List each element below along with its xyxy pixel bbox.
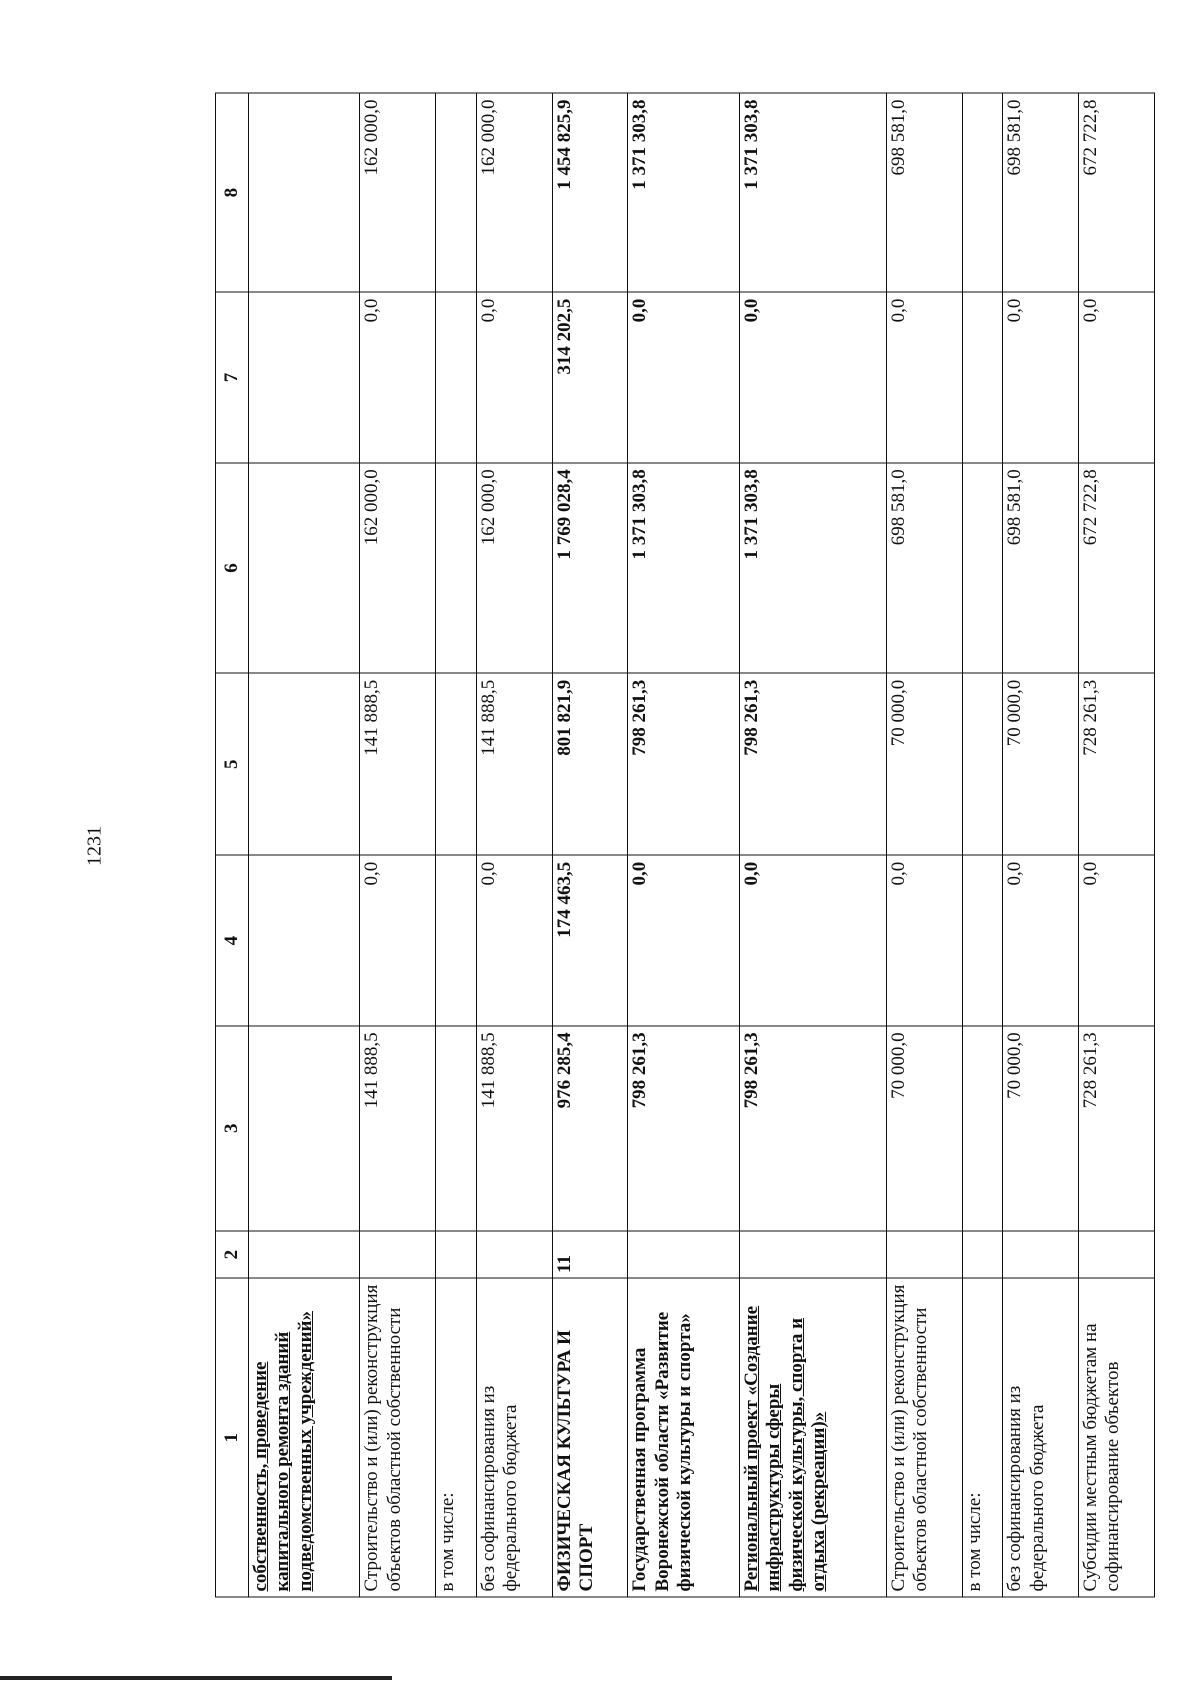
table-row [360, 93, 436, 1597]
row-value-cell-col-4: 0,0 [1003, 855, 1079, 1026]
page-number: 1231 [83, 826, 106, 866]
row-name-cell [1079, 1278, 1155, 1597]
row-value-cell-col-7: 0,0 [1079, 292, 1155, 463]
column-header-7: 7 [216, 292, 249, 463]
row-value-cell-col-4 [962, 855, 1002, 1026]
row-value-cell-col-5 [249, 673, 360, 855]
row-value-cell-col-5: 798 261,3 [628, 673, 739, 855]
row-code-cell [1003, 1231, 1079, 1279]
header-row [216, 93, 249, 1597]
row-name-text: Субсидии местным бюджетам на софинансирование объектов [1080, 1323, 1124, 1592]
table-row [249, 93, 360, 1597]
row-name-text: без софинансирования из федерального бюджета [477, 1385, 522, 1592]
row-value-cell-col-5: 798 261,3 [739, 673, 886, 855]
row-value-cell-col-5 [962, 673, 1002, 855]
row-value-cell-col-8 [249, 93, 360, 292]
row-name-cell [476, 1278, 552, 1597]
row-code-cell [628, 1231, 739, 1279]
row-name-text: Государственная программа Воронежской области «Развитие физической культуры и спорта» [629, 1311, 696, 1592]
row-value-cell-col-7: 0,0 [476, 292, 552, 463]
row-value-cell-col-3: 141 888,5 [476, 1026, 552, 1231]
row-value-cell-col-8: 162 000,0 [476, 93, 552, 292]
row-value-cell-col-8: 698 581,0 [886, 93, 962, 292]
row-value-cell-col-4 [249, 855, 360, 1026]
column-header-5: 5 [216, 673, 249, 855]
column-header-1: 1 [216, 1278, 249, 1597]
row-name-text: в том числе: [437, 1492, 459, 1592]
table-row [552, 93, 628, 1597]
row-value-cell-col-7 [436, 292, 476, 463]
row-value-cell-col-5: 801 821,9 [552, 673, 628, 855]
row-value-cell-col-6: 1 769 028,4 [552, 463, 628, 673]
row-value-cell-col-7 [962, 292, 1002, 463]
row-value-cell-col-6 [249, 463, 360, 673]
row-code-cell [436, 1231, 476, 1279]
bottom-divider [0, 1676, 392, 1680]
row-value-cell-col-3: 798 261,3 [739, 1026, 886, 1231]
budget-table-wrapper [215, 93, 1155, 1598]
row-name-cell [886, 1278, 962, 1597]
row-value-cell-col-3: 141 888,5 [360, 1026, 436, 1231]
row-value-cell-col-6 [436, 463, 476, 673]
row-value-cell-col-7: 0,0 [1003, 292, 1079, 463]
row-code-cell: 11 [552, 1231, 628, 1279]
table-row [739, 93, 886, 1597]
row-value-cell-col-6: 162 000,0 [360, 463, 436, 673]
row-name-text: Строительство и (или) реконструкция объектов областной собственности [887, 1284, 932, 1592]
row-value-cell-col-6: 1 371 303,8 [628, 463, 739, 673]
row-value-cell-col-4: 0,0 [360, 855, 436, 1026]
row-value-cell-col-4 [436, 855, 476, 1026]
row-name-cell [436, 1278, 476, 1597]
row-code-cell [360, 1231, 436, 1279]
row-code-cell [886, 1231, 962, 1279]
row-value-cell-col-3: 70 000,0 [886, 1026, 962, 1231]
row-value-cell-col-5: 141 888,5 [476, 673, 552, 855]
column-header-6: 6 [216, 463, 249, 673]
row-name-text: без софинансирования из федерального бюджета [1004, 1385, 1048, 1592]
row-code-cell [962, 1231, 1002, 1279]
row-value-cell-col-4: 0,0 [739, 855, 886, 1026]
row-value-cell-col-3: 976 285,4 [552, 1026, 628, 1231]
row-name-cell [552, 1278, 628, 1597]
row-value-cell-col-6: 698 581,0 [886, 463, 962, 673]
row-value-cell-col-4: 0,0 [476, 855, 552, 1026]
row-name-cell [360, 1278, 436, 1597]
column-header-3: 3 [216, 1026, 249, 1231]
row-value-cell-col-4: 0,0 [628, 855, 739, 1026]
row-value-cell-col-3 [436, 1026, 476, 1231]
row-value-cell-col-6: 1 371 303,8 [739, 463, 886, 673]
budget-table [215, 93, 1155, 1598]
row-value-cell-col-8: 162 000,0 [360, 93, 436, 292]
row-value-cell-col-3 [962, 1026, 1002, 1231]
row-value-cell-col-4: 0,0 [1079, 855, 1155, 1026]
row-code-cell [249, 1231, 360, 1279]
row-code-cell [739, 1231, 886, 1279]
row-value-cell-col-3 [249, 1026, 360, 1231]
row-name-text: в том числе: [963, 1492, 985, 1592]
column-header-4: 4 [216, 855, 249, 1026]
row-value-cell-col-8: 1 371 303,8 [739, 93, 886, 292]
row-value-cell-col-5: 70 000,0 [1003, 673, 1079, 855]
row-value-cell-col-8: 1 371 303,8 [628, 93, 739, 292]
row-value-cell-col-6 [962, 463, 1002, 673]
row-value-cell-col-7: 314 202,5 [552, 292, 628, 463]
row-value-cell-col-3: 728 261,3 [1079, 1026, 1155, 1231]
table-body [249, 93, 1155, 1597]
table-row [476, 93, 552, 1597]
row-value-cell-col-7: 0,0 [628, 292, 739, 463]
row-value-cell-col-5: 70 000,0 [886, 673, 962, 855]
row-value-cell-col-6: 162 000,0 [476, 463, 552, 673]
row-value-cell-col-8: 1 454 825,9 [552, 93, 628, 292]
row-value-cell-col-8: 672 722,8 [1079, 93, 1155, 292]
table-row [628, 93, 739, 1597]
row-value-cell-col-8 [962, 93, 1002, 292]
row-name-text: Региональный проект «Создание инфраструктуры сферы физической культуры, спорта и отдыха (рекреации)» [740, 1305, 830, 1592]
row-value-cell-col-7 [249, 292, 360, 463]
row-value-cell-col-7: 0,0 [886, 292, 962, 463]
row-value-cell-col-5: 728 261,3 [1079, 673, 1155, 855]
row-value-cell-col-7: 0,0 [360, 292, 436, 463]
row-value-cell-col-3: 70 000,0 [1003, 1026, 1079, 1231]
row-value-cell-col-8: 698 581,0 [1003, 93, 1079, 292]
row-code-cell [476, 1231, 552, 1279]
row-name-text: собственность, проведение капитального ремонта зданий подведомственных учреждений» [250, 1311, 316, 1592]
row-name-cell [1003, 1278, 1079, 1597]
row-name-cell [628, 1278, 739, 1597]
row-code-cell [1079, 1231, 1155, 1279]
row-name-cell [249, 1278, 360, 1597]
table-row [1079, 93, 1155, 1597]
row-name-cell [962, 1278, 1002, 1597]
row-value-cell-col-4: 0,0 [886, 855, 962, 1026]
row-value-cell-col-8 [436, 93, 476, 292]
table-row [436, 93, 476, 1597]
column-header-2: 2 [216, 1231, 249, 1279]
row-name-text: Строительство и (или) реконструкция объектов областной собственности [361, 1284, 405, 1592]
row-value-cell-col-5 [436, 673, 476, 855]
row-value-cell-col-6: 698 581,0 [1003, 463, 1079, 673]
table-row [962, 93, 1002, 1597]
row-name-text: ФИЗИЧЕСКАЯ КУЛЬТУРА И СПОРТ [553, 1330, 597, 1592]
row-value-cell-col-3: 798 261,3 [628, 1026, 739, 1231]
row-value-cell-col-4: 174 463,5 [552, 855, 628, 1026]
row-value-cell-col-6: 672 722,8 [1079, 463, 1155, 673]
row-value-cell-col-7: 0,0 [739, 292, 886, 463]
table-row [1003, 93, 1079, 1597]
row-name-cell [739, 1278, 886, 1597]
table-row [886, 93, 962, 1597]
row-value-cell-col-5: 141 888,5 [360, 673, 436, 855]
column-header-8: 8 [216, 93, 249, 292]
